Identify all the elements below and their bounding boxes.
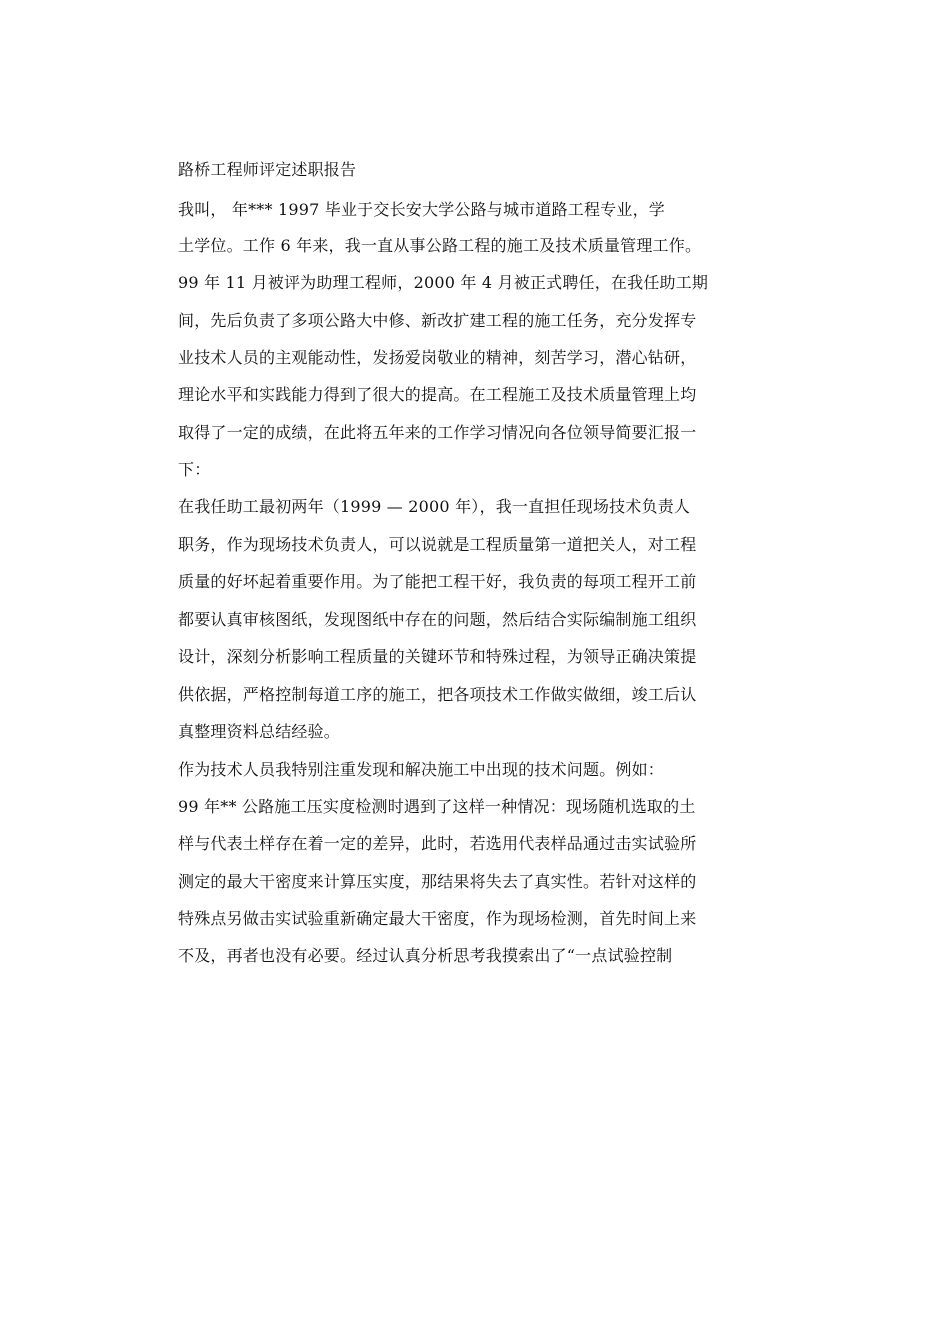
text-line: 99 年 11 月被评为助理工程师，2000 年 4 月被正式聘任，在我任助工期	[178, 273, 709, 292]
text-line: 业技术人员的主观能动性，发扬爱岗敬业的精神，刻苦学习，潜心钻研，	[178, 348, 697, 367]
text-line: 设计，深刻分析影响工程质量的关键环节和特殊过程，为领导正确决策提	[178, 647, 697, 666]
text-line: 间，先后负责了多项公路大中修、新改扩建工程的施工任务，充分发挥专	[178, 311, 697, 330]
text-line: 在我任助工最初两年（1999 — 2000 年），我一直担任现场技术负责人	[178, 497, 691, 516]
text-line: 质量的好坏起着重要作用。为了能把工程干好，我负责的每项工程开工前	[178, 572, 697, 591]
text-line: 理论水平和实践能力得到了很大的提高。在工程施工及技术质量管理上均	[178, 385, 697, 404]
document-title: 路桥工程师评定述职报告	[178, 160, 357, 179]
text-line: 取得了一定的成绩，在此将五年来的工作学习情况向各位领导简要汇报一	[178, 423, 697, 442]
text-line: 我叫， 年*** 1997 毕业于交长安大学公路与城市道路工程专业，学	[178, 200, 665, 219]
text-line: 作为技术人员我特别注重发现和解决施工中出现的技术问题。例如：	[178, 760, 665, 779]
text-line: 供依据，严格控制每道工序的施工，把各项技术工作做实做细，竣工后认	[178, 685, 697, 704]
text-line: 都要认真审核图纸，发现图纸中存在的问题，然后结合实际编制施工组织	[178, 610, 697, 629]
text-line: 特殊点另做击实试验重新确定最大干密度，作为现场检测，首先时间上来	[178, 909, 697, 928]
text-line: 样与代表土样存在着一定的差异，此时，若选用代表样品通过击实试验所	[178, 834, 697, 853]
text-line: 职务，作为现场技术负责人，可以说就是工程质量第一道把关人，对工程	[178, 535, 697, 554]
text-line: 不及，再者也没有必要。经过认真分析思考我摸索出了“一点试验控制	[178, 946, 673, 965]
text-line: 土学位。工作 6 年来，我一直从事公路工程的施工及技术质量管理工作。	[178, 236, 702, 255]
text-line: 99 年** 公路施工压实度检测时遇到了这样一种情况：现场随机选取的土	[178, 797, 696, 816]
text-line: 测定的最大干密度来计算压实度，那结果将失去了真实性。若针对这样的	[178, 872, 697, 891]
text-line: 真整理资料总结经验。	[178, 722, 341, 741]
text-line: 下：	[178, 460, 211, 479]
